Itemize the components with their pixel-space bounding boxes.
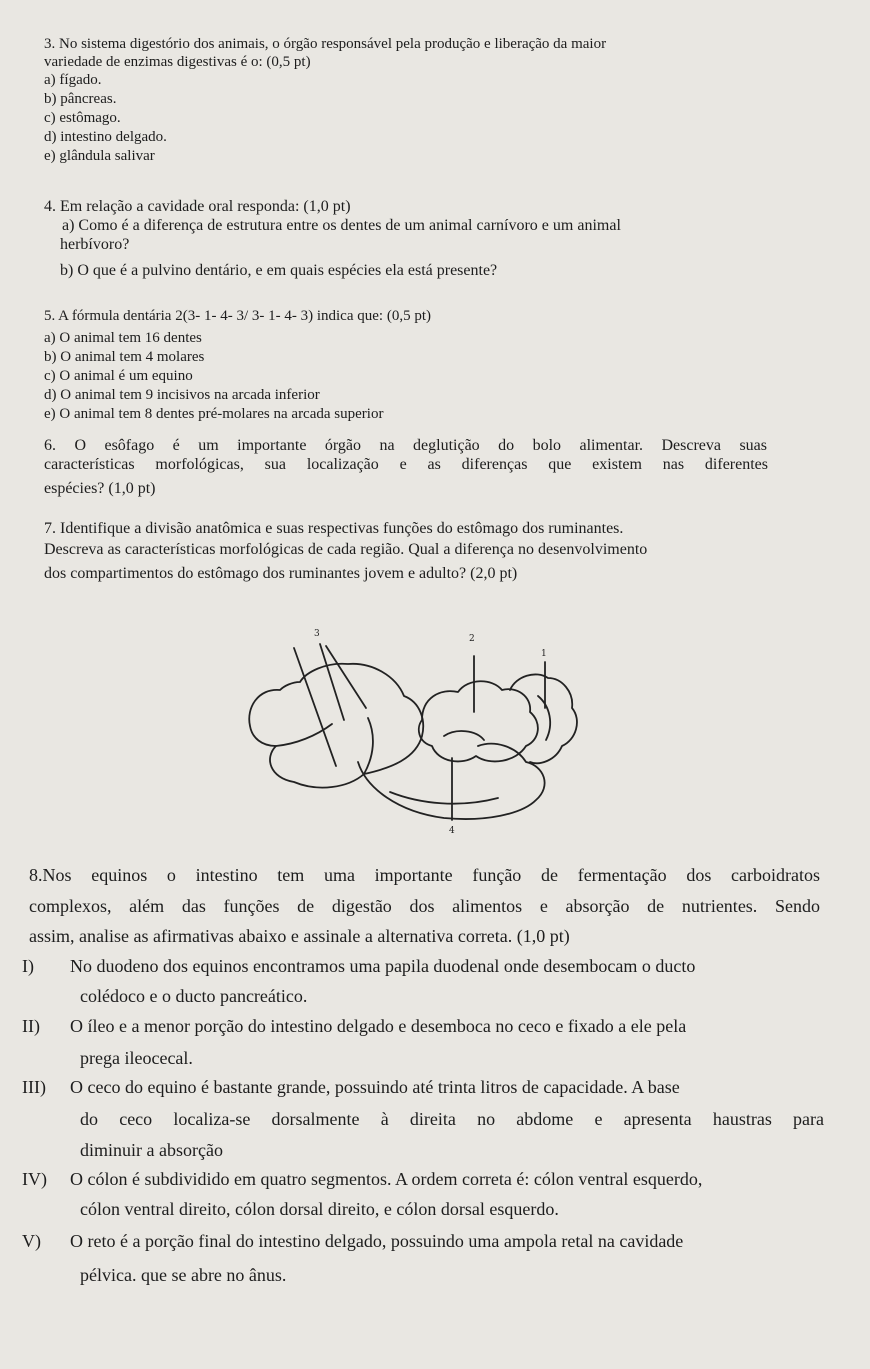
q3-line1: 3. No sistema digestório dos animais, o órgão responsável pela produção e liberação da maior — [44, 36, 607, 52]
q5-option-d: d) O animal tem 9 incisivos na arcada inferior — [44, 387, 320, 403]
ruminant-stomach-figure — [240, 616, 585, 836]
q8-item-line: O ceco do equino é bastante grande, possuindo até trinta litros de capacidade. A base — [70, 1077, 680, 1097]
q8-item-num: III) — [22, 1077, 46, 1097]
q8-item-line: cólon ventral direito, cólon dorsal direito, e cólon dorsal esquerdo. — [80, 1199, 559, 1219]
q8-intro-line1: 8.Nos equinos o intestino tem uma importante função de fermentação dos carboidratos — [29, 865, 820, 885]
q8-item-num: I) — [22, 956, 34, 976]
q8-item-num: IV) — [22, 1169, 47, 1189]
q8-item-line: do ceco localiza-se dorsalmente à direita no abdome e apresenta haustras para — [80, 1109, 824, 1129]
q3-option-d: d) intestino delgado. — [44, 129, 167, 145]
q7-line1: 7. Identifique a divisão anatômica e suas respectivas funções do estômago dos ruminantes. — [44, 520, 624, 537]
q4-a-line1: a) Como é a diferença de estrutura entre os dentes de um animal carnívoro e um animal — [62, 217, 621, 234]
q4-a-line2: herbívoro? — [60, 236, 130, 253]
q6-line1: 6. O esôfago é um importante órgão na deglutição do bolo alimentar. Descreva suas — [44, 437, 767, 454]
figure-label-1: 1 — [541, 649, 547, 659]
q6-line3: espécies? (1,0 pt) — [44, 480, 156, 497]
q5-option-c: c) O animal é um equino — [44, 368, 193, 384]
q3-line2: variedade de enzimas digestivas é o: (0,5 pt) — [44, 54, 311, 70]
q5-option-b: b) O animal tem 4 molares — [44, 349, 205, 365]
q3-option-b: b) pâncreas. — [44, 91, 117, 107]
q8-intro-line3: assim, analise as afirmativas abaixo e assinale a alternativa correta. (1,0 pt) — [29, 926, 570, 946]
q8-item-line: prega ileocecal. — [80, 1048, 193, 1068]
q8-item-line: pélvica. que se abre no ânus. — [80, 1265, 287, 1285]
q8-item-line: O reto é a porção final do intestino delgado, possuindo uma ampola retal na cavidade — [70, 1231, 684, 1251]
q5-option-a: a) O animal tem 16 dentes — [44, 330, 202, 346]
q4-title: 4. Em relação a cavidade oral responda: (1,0 pt) — [44, 198, 351, 215]
q8-item-num: II) — [22, 1016, 40, 1036]
q8-item-line: O íleo e a menor porção do intestino delgado e desemboca no ceco e fixado a ele pela — [70, 1016, 687, 1036]
q5-option-e: e) O animal tem 8 dentes pré-molares na arcada superior — [44, 406, 384, 422]
q8-item-line: O cólon é subdividido em quatro segmentos. A ordem correta é: cólon ventral esquerdo, — [70, 1169, 703, 1189]
q7-line2: Descreva as características morfológicas de cada região. Qual a diferença no desenvolvimento — [44, 541, 648, 558]
q8-item-line: colédoco e o ducto pancreático. — [80, 986, 308, 1006]
q3-option-c: c) estômago. — [44, 110, 121, 126]
q6-line2: características morfológicas, sua localização e as diferenças que existem nas diferentes — [44, 456, 768, 473]
figure-label-2: 2 — [469, 634, 475, 644]
figure-label-4: 4 — [449, 826, 455, 836]
q4-b: b) O que é a pulvino dentário, e em quais espécies ela está presente? — [60, 262, 498, 279]
q5-title: 5. A fórmula dentária 2(3- 1- 4- 3/ 3- 1- 4- 3) indica que: (0,5 pt) — [44, 308, 431, 324]
figure-label-3: 3 — [314, 629, 320, 639]
q3-option-e: e) glândula salivar — [44, 148, 155, 164]
q7-line3: dos compartimentos do estômago dos ruminantes jovem e adulto? (2,0 pt) — [44, 565, 518, 582]
q8-item-line: diminuir a absorção — [80, 1140, 223, 1160]
q8-intro-line2: complexos, além das funções de digestão dos alimentos e absorção de nutrientes. Sendo — [29, 896, 820, 916]
q8-item-line: No duodeno dos equinos encontramos uma papila duodenal onde desembocam o ducto — [70, 956, 696, 976]
q3-option-a: a) fígado. — [44, 72, 102, 88]
q8-item-num: V) — [22, 1231, 41, 1251]
